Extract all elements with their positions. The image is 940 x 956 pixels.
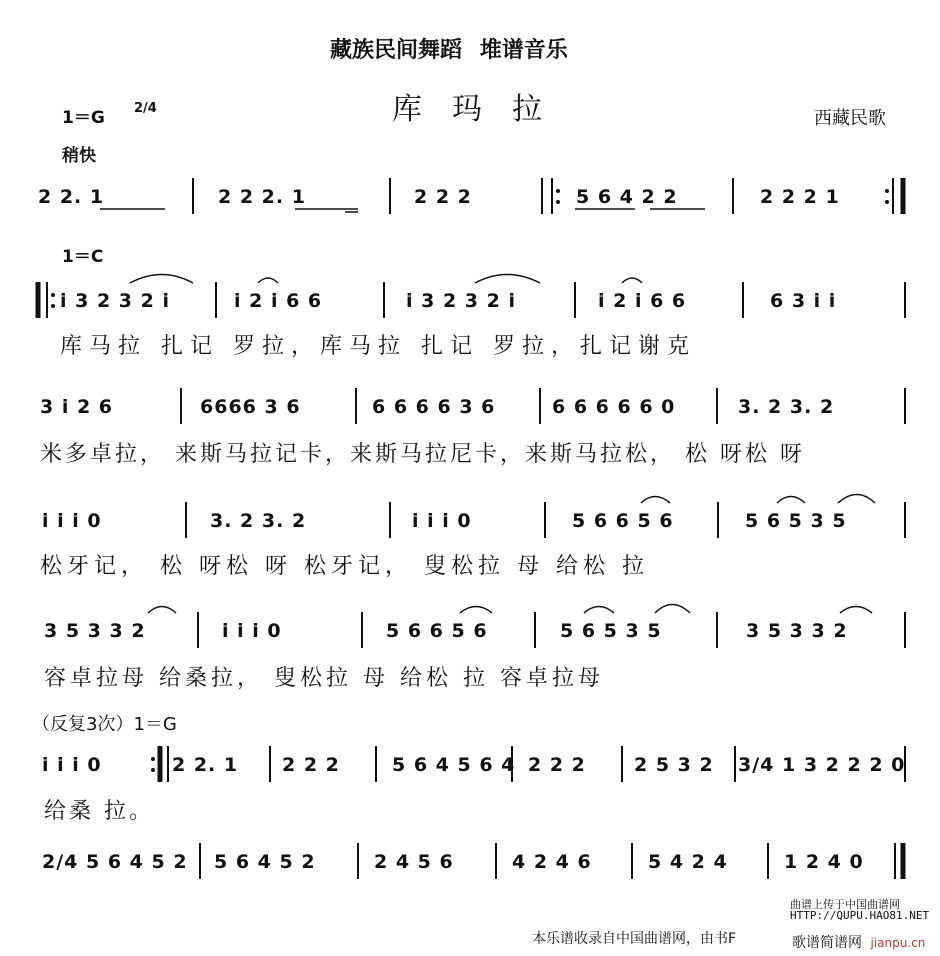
row-2-key-change: 1＝C (62, 247, 104, 267)
row-6-bar-3: 2 2 2 (282, 754, 340, 776)
watermark-site-name: 曲谱上传于中国曲谱网 (790, 898, 900, 911)
footer-site-url: jianpu.cn (870, 936, 926, 950)
row-1-bar-1: 2 2. 1 (38, 186, 105, 208)
row-7-bar-2: 5 6 4 5 2 (214, 851, 316, 873)
row-3-bar-2: 6666 3 6 (200, 396, 301, 418)
row-3-bar-5: 3. 2 3. 2 (738, 396, 835, 418)
row-4-bar-2: 3. 2 3. 2 (210, 510, 307, 532)
row-2-bar-2: i 2 i 6 6 (234, 290, 323, 312)
row-3-bar-4: 6 6 6 6 6 0 (552, 396, 676, 418)
row-2-bar-3: i 3 2 3 2 i (406, 290, 516, 312)
row-4-lyrics: 松牙记， 松 呀松 呀 松牙记， 叟松拉 母 给松 拉 (40, 554, 649, 579)
row-6-bar-7: 3/4 1 3 2 2 2 0 (738, 754, 906, 776)
row-7-bar-1: 2/4 5 6 4 5 2 (42, 851, 188, 873)
key-signature: 1＝G (62, 108, 105, 128)
row-3-lyrics: 米多卓拉， 来斯马拉记卡，来斯马拉尼卡，来斯马拉松， 松 呀松 呀 (40, 442, 805, 467)
row-6-repeat-note: （反复3次）1＝G (32, 714, 177, 735)
row-2-lyrics: 库马拉 扎记 罗拉，库马拉 扎记 罗拉，扎记谢克 (60, 334, 696, 359)
row-7-bar-3: 2 4 5 6 (374, 851, 454, 873)
row-1-bar-5: 2 2 2 1 (760, 186, 840, 208)
footer-site-name: 歌谱简谱网 (792, 935, 862, 951)
row-7-bar-4: 4 2 4 6 (512, 851, 592, 873)
row-4-bar-4: 5 6 6 5 6 (572, 510, 674, 532)
row-4-bar-1: i i i 0 (42, 510, 102, 532)
category-name: 堆谱音乐 (479, 38, 568, 63)
row-5-bar-2: i i i 0 (222, 620, 282, 642)
row-1-bar-2: 2 2 2. 1 (218, 186, 306, 208)
row-6-bar-6: 2 5 3 2 (634, 754, 714, 776)
row-5-lyrics: 容卓拉母 给桑拉， 叟松拉 母 给松 拉 容卓拉母 (44, 666, 604, 691)
song-title: 库玛拉 (392, 92, 572, 127)
row-3-bar-3: 6 6 6 6 3 6 (372, 396, 496, 418)
row-2-bar-5: 6 3 i i (770, 290, 837, 312)
row-5-bar-3: 5 6 6 5 6 (386, 620, 488, 642)
row-2-bar-1: i 3 2 3 2 i (60, 290, 170, 312)
row-6-bar-1: i i i 0 (42, 754, 102, 776)
collection-name: 藏族民间舞蹈 (330, 38, 463, 63)
row-4-bar-5: 5 6 5 3 5 (745, 510, 847, 532)
row-5-bar-1: 3 5 3 3 2 (44, 620, 146, 642)
row-6-lyrics: 给桑 拉。 (44, 799, 154, 824)
footer-note: 本乐谱收录自中国曲谱网，由书F (532, 931, 737, 947)
time-signature: 2/4 (134, 101, 157, 116)
row-1-bar-4: 5 6 4 2 2 (576, 186, 678, 208)
row-6-bar-2: 2 2. 1 (172, 754, 239, 776)
row-6-bar-4: 5 6 4 5 6 4 (392, 754, 516, 776)
watermark-site-url: HTTP://QUPU.HAO81.NET (790, 909, 930, 922)
row-7-bar-6: 1 2 4 0 (784, 851, 864, 873)
row-7-bar-5: 5 4 2 4 (648, 851, 728, 873)
row-4-bar-3: i i i 0 (412, 510, 472, 532)
footer-site (792, 932, 925, 952)
row-5-bar-4: 5 6 5 3 5 (560, 620, 662, 642)
row-5-bar-5: 3 5 3 3 2 (746, 620, 848, 642)
row-3-bar-1: 3 i 2 6 (40, 396, 114, 418)
tempo-marking: 稍快 (62, 146, 96, 166)
song-source: 西藏民歌 (814, 108, 886, 129)
row-1-bar-3: 2 2 2 (414, 186, 472, 208)
row-6-bar-5: 2 2 2 (528, 754, 586, 776)
row-2-bar-4: i 2 i 6 6 (598, 290, 687, 312)
